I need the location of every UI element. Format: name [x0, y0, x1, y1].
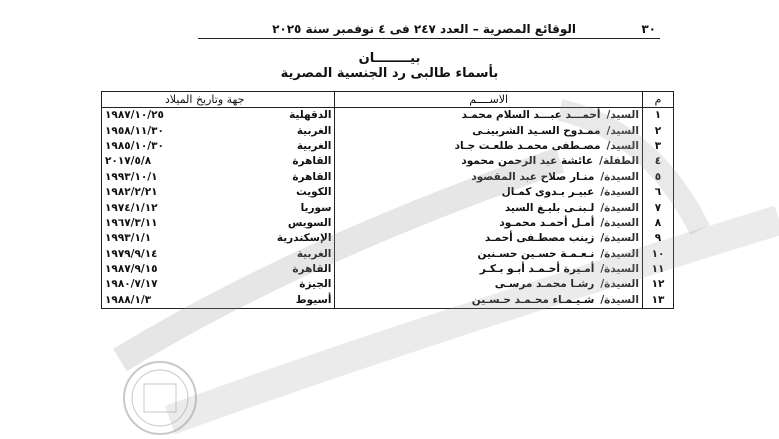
table-row — [102, 247, 674, 262]
table-row — [102, 139, 674, 154]
row-title: السيدة/ — [600, 201, 639, 214]
row-birth-date: ١٩٦٧/٣/١١ — [102, 216, 219, 231]
row-number: ٤ — [642, 154, 673, 169]
row-governorate: الغربية — [218, 123, 335, 138]
row-name-cell — [335, 123, 643, 138]
row-title: السيدة/ — [600, 293, 639, 306]
row-birth-date: ١٩٨٧/٩/١٥ — [102, 262, 219, 277]
row-title: السيدة/ — [600, 186, 639, 199]
row-governorate: السويس — [218, 216, 335, 231]
row-name: زينب مصطـفى أحمـد — [484, 232, 595, 245]
table-row — [102, 277, 674, 292]
row-name: منـار صلاح عبد المقصود — [471, 170, 595, 183]
row-name: لـبنـى بليـغ السيد — [504, 201, 595, 214]
header-name: الاســــم — [335, 92, 643, 108]
row-name-cell — [335, 200, 643, 215]
row-name-cell — [335, 108, 643, 124]
row-number: ١٠ — [642, 247, 673, 262]
row-name-cell — [335, 277, 643, 292]
table-row — [102, 108, 674, 124]
row-title: السيدة/ — [600, 278, 639, 291]
row-governorate: سوريا — [218, 200, 335, 215]
header-birth-info: جهة وتاريخ الميلاد — [102, 92, 335, 108]
row-governorate: الغربية — [218, 247, 335, 262]
row-name-cell — [335, 231, 643, 246]
row-number: ٧ — [642, 200, 673, 215]
row-birth-date: ١٩٨٠/٧/١٧ — [102, 277, 219, 292]
row-number: ١١ — [642, 262, 673, 277]
row-number: ٢ — [642, 123, 673, 138]
row-title: السيدة/ — [600, 170, 639, 183]
row-name-cell — [335, 293, 643, 309]
row-title: السيدة/ — [600, 216, 639, 229]
table-row — [102, 293, 674, 309]
row-number: ٨ — [642, 216, 673, 231]
row-number: ١٣ — [642, 293, 673, 309]
row-governorate: الجيزة — [218, 277, 335, 292]
row-governorate: الإسكندرية — [218, 231, 335, 246]
row-name: رشـا محمـد مرسـى — [494, 278, 595, 291]
row-name: أمـل أحمـد محمـود — [499, 216, 595, 229]
table-row — [102, 185, 674, 200]
row-title: السيدة/ — [600, 247, 639, 260]
publication-line: الوقائع المصرية – العدد ٢٤٧ فى ٤ نوفمبر سنة ٢٠٢٥ — [272, 22, 576, 36]
row-name-cell — [335, 262, 643, 277]
row-birth-date: ١٩٧٩/٩/١٤ — [102, 247, 219, 262]
row-governorate: الكويت — [218, 185, 335, 200]
row-birth-date: ٢٠١٧/٥/٨ — [102, 154, 219, 169]
row-number: ٣ — [642, 139, 673, 154]
row-name-cell — [335, 170, 643, 185]
row-governorate: الغربية — [218, 139, 335, 154]
row-governorate: القاهرة — [218, 262, 335, 277]
row-name-cell — [335, 216, 643, 231]
document-subtitle: بأسماء طالبى رد الجنسية المصرية — [280, 66, 499, 81]
row-name: أحمـــد عبـــد السلام محمـد — [461, 109, 601, 122]
row-title: السيدة/ — [600, 232, 639, 245]
row-birth-date: ١٩٧٤/١/١٢ — [102, 200, 219, 215]
header-number: م — [642, 92, 673, 108]
table-header-row — [102, 92, 674, 108]
row-number: ١ — [642, 108, 673, 124]
row-title: السيد/ — [606, 139, 639, 152]
row-birth-date: ١٩٨٨/١/٣ — [102, 293, 219, 309]
row-name-cell — [335, 139, 643, 154]
row-title: السيدة/ — [600, 263, 639, 276]
row-title: السيد/ — [606, 109, 639, 122]
table-body — [102, 108, 674, 309]
row-number: ١٢ — [642, 277, 673, 292]
row-name: نـعـمـة حسـين حسـنين — [477, 247, 595, 260]
table-row — [102, 262, 674, 277]
table-row — [102, 123, 674, 138]
row-birth-date: ١٩٨٥/١٠/٣٠ — [102, 139, 219, 154]
row-governorate: القاهرة — [218, 154, 335, 169]
row-birth-date: ١٩٨٧/١٠/٢٥ — [102, 108, 219, 124]
row-name: مصـطفى محمـد طلعـت جـاد — [454, 139, 601, 152]
row-number: ٥ — [642, 170, 673, 185]
table-row — [102, 200, 674, 215]
table-row — [102, 216, 674, 231]
table-row — [102, 154, 674, 169]
table-row — [102, 231, 674, 246]
document-title: بيــــــــان — [358, 51, 421, 66]
applicants-table — [101, 91, 674, 309]
row-name: عبيـر بـدوى كمـال — [501, 186, 595, 199]
row-name: عائشة عبد الرحمن محمود — [461, 155, 594, 168]
row-name: أمـيرة أحـمـد أبـو بـكـر — [479, 263, 595, 276]
row-title: السيد/ — [606, 124, 639, 137]
row-name-cell — [335, 185, 643, 200]
page-header — [198, 22, 660, 39]
row-birth-date: ١٩٩٣/١/١ — [102, 231, 219, 246]
row-governorate: الدقهلية — [218, 108, 335, 124]
row-birth-date: ١٩٨٢/٢/٢١ — [102, 185, 219, 200]
row-number: ٦ — [642, 185, 673, 200]
row-birth-date: ١٩٩٣/١٠/١ — [102, 170, 219, 185]
row-name-cell — [335, 247, 643, 262]
table-row — [102, 170, 674, 185]
row-name-cell — [335, 154, 643, 169]
row-name: ممـدوح السـيد الشربينـى — [472, 124, 601, 137]
row-governorate: القاهرة — [218, 170, 335, 185]
row-name: شـيـمـاء محـمـد حـسـين — [471, 293, 595, 306]
page-number: ٣٠ — [641, 22, 656, 36]
row-birth-date: ١٩٥٨/١١/٣٠ — [102, 123, 219, 138]
row-number: ٩ — [642, 231, 673, 246]
row-governorate: أسيوط — [218, 293, 335, 309]
row-title: الطفلة/ — [599, 155, 639, 168]
